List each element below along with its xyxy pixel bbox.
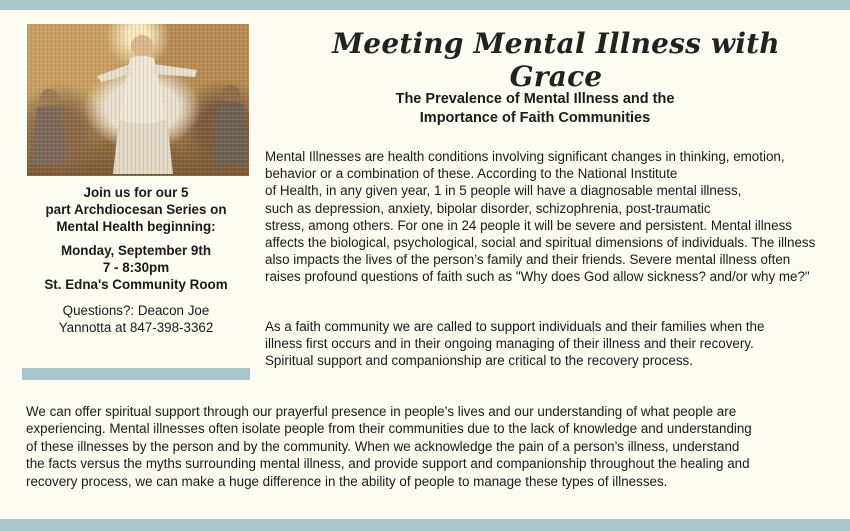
- paragraph-line: Mental Illnesses are health conditions involving significant changes in thinking, emotion,: [265, 149, 785, 164]
- bottom-accent-bar: [0, 519, 850, 531]
- contact-line-2: Yannotta at 847-398-3362: [58, 320, 214, 336]
- paragraph-line: raises profound questions of faith such as "Why does God allow sickness? and/or why me?": [265, 269, 810, 285]
- event-info: [22, 184, 250, 337]
- paragraph-line: affects the biological, psychological, social and spiritual dimensions of individuals. The illness: [265, 235, 816, 251]
- subtitle-line-2: Importance of Faith Communities: [419, 110, 651, 126]
- paragraph-line: experiencing. Mental illnesses often isolate people from their communities due to the lack of knowledge and understanding: [26, 421, 752, 437]
- event-location: St. Edna's Community Room: [44, 277, 228, 293]
- paragraph-line: of these illnesses by the person and by the community. When we acknowledge the pain of a person’s illness, understand: [26, 438, 740, 454]
- paragraph-line: We can offer spiritual support through our prayerful presence in people’s lives and our understanding of what people are: [26, 404, 737, 419]
- left-accent-bar: [22, 368, 250, 380]
- paragraph-3: [26, 403, 831, 490]
- join-line-2: part Archdiocesan Series on: [45, 202, 227, 218]
- paragraph-line: stress, among others. For one in 24 people it will be severe and persistent. Mental illness: [265, 217, 792, 233]
- religious-mosaic-image: [27, 24, 249, 176]
- top-accent-bar: [0, 0, 850, 10]
- paragraph-line: the facts versus the myths surrounding mental illness, and provide support and companionship throughout the healing and: [26, 456, 750, 472]
- paragraph-line: recovery process, we can make a huge difference in the ability of people to manage these types of illnesses.: [26, 473, 668, 489]
- paragraph-line: also impacts the lives of the person’s family and their friends. Severe mental illness often: [265, 252, 791, 268]
- paragraph-line: illness first occurs and in their ongoing managing of their illness and their recovery.: [265, 336, 754, 352]
- join-line-1: Join us for our 5: [83, 185, 189, 200]
- event-time: 7 - 8:30pm: [102, 259, 170, 275]
- paragraph-line: As a faith community we are called to support individuals and their families when the: [265, 319, 765, 334]
- paragraph-line: Spiritual support and companionship are critical to the recovery process.: [265, 353, 693, 369]
- paragraph-line: behavior or a combination of these. According to the National Institute: [265, 166, 678, 182]
- subtitle-line-1: The Prevalence of Mental Illness and the: [395, 91, 675, 107]
- event-date: Monday, September 9th: [60, 242, 212, 258]
- paragraph-line: such as depression, anxiety, bipolar disorder, schizophrenia, post-traumatic: [265, 200, 711, 216]
- contact-line-1: Questions?: Deacon Joe: [62, 303, 210, 319]
- page-title: Meeting Mental Illness with Grace: [332, 27, 780, 93]
- subtitle: [330, 90, 740, 128]
- contact-info: [22, 302, 250, 336]
- join-line-3: Mental Health beginning:: [56, 219, 216, 235]
- paragraph-line: of Health, in any given year, 1 in 5 people will have a diagnosable mental illness,: [265, 183, 742, 199]
- paragraph-2: [265, 318, 835, 370]
- paragraph-1: [265, 148, 835, 286]
